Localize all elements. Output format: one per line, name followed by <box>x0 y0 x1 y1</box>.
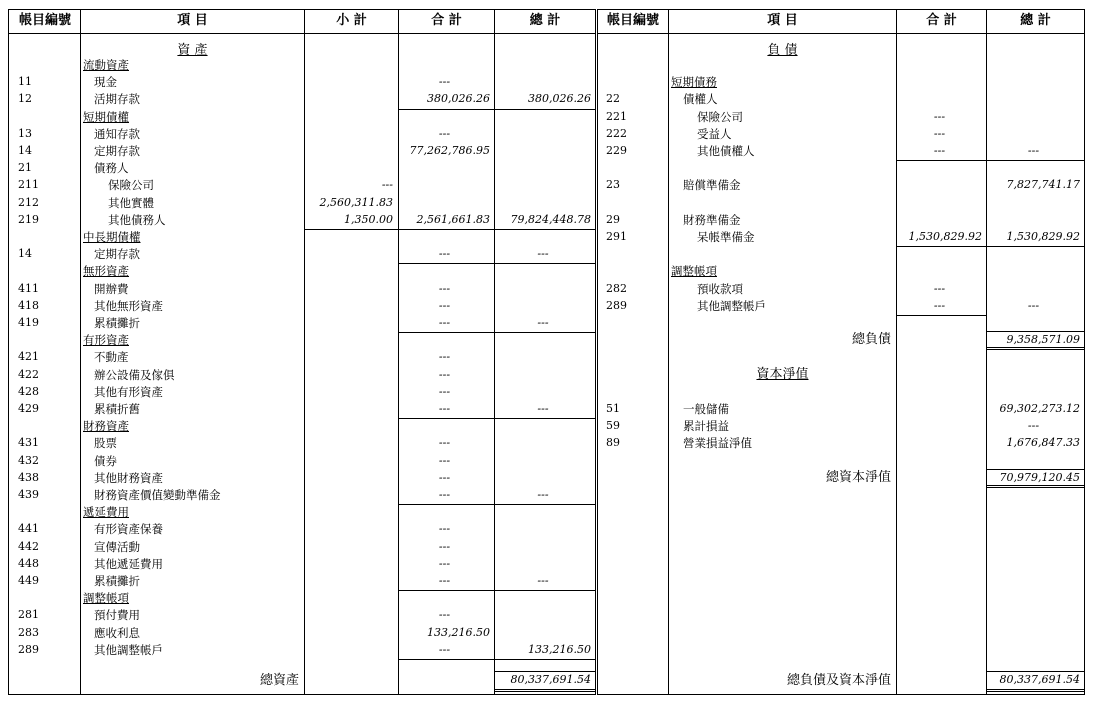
grand-total-value: 1,530,829.92 <box>1006 230 1080 243</box>
total-rule <box>987 331 1085 332</box>
total-value: 1,530,829.92 <box>908 230 982 243</box>
grand-total-value: 380,026.26 <box>528 92 591 106</box>
total-value: --- <box>438 350 451 364</box>
group-rule <box>897 315 986 316</box>
table-bottom-border-left <box>8 694 596 695</box>
column-divider-left-0 <box>8 9 9 695</box>
account-code: 289 <box>18 642 39 656</box>
account-label: 現金 <box>94 75 117 90</box>
group-rule <box>495 418 595 419</box>
account-label: 預付費用 <box>94 608 140 623</box>
account-label: 保險公司 <box>697 109 743 124</box>
account-label: 開辦費 <box>94 281 129 296</box>
grand-total-value: --- <box>537 402 549 415</box>
total-value: --- <box>438 488 451 501</box>
account-label: 其他有形資產 <box>94 384 163 399</box>
group-rule <box>305 229 398 230</box>
total-value: --- <box>438 539 451 553</box>
total-value: --- <box>438 453 451 467</box>
account-code: 14 <box>18 247 32 261</box>
header-bottom-border-left <box>8 33 596 34</box>
total-double-rule <box>987 691 1085 692</box>
total-double-rule <box>987 487 1085 488</box>
group-rule <box>399 418 494 419</box>
account-code: 29 <box>606 212 620 226</box>
header-total: 合 計 <box>431 13 462 28</box>
account-label: 累積攤折 <box>94 316 140 330</box>
total-value: --- <box>933 281 946 295</box>
column-divider-right-0 <box>668 9 669 695</box>
total-value: --- <box>438 470 451 484</box>
account-label: 通知存款 <box>94 126 140 141</box>
group-rule <box>495 504 595 505</box>
account-code: 291 <box>606 230 627 243</box>
group-rule <box>399 590 494 591</box>
section-heading: 調整帳項 <box>671 264 717 279</box>
total-value: --- <box>438 126 451 140</box>
header-item: 項 目 <box>177 13 208 28</box>
account-label: 活期存款 <box>94 92 140 107</box>
column-divider-right-2 <box>986 9 987 695</box>
total-rule <box>987 469 1085 470</box>
header-acct-no: 帳目編號 <box>18 13 71 28</box>
subtotal-value: --- <box>381 178 393 192</box>
header-right-total: 合 計 <box>926 13 957 28</box>
total-double-rule <box>495 689 595 690</box>
account-label: 定期存款 <box>94 144 140 158</box>
table-top-border-right <box>597 9 1085 10</box>
account-label: 其他遞延費用 <box>94 556 163 571</box>
group-rule <box>897 160 986 161</box>
account-label: 宣傳活動 <box>94 539 140 554</box>
total-value: --- <box>438 298 451 312</box>
total-value: --- <box>438 522 451 536</box>
header-subtotal: 小 計 <box>336 13 367 28</box>
account-label: 一般儲備 <box>683 402 729 416</box>
account-code: 222 <box>606 126 627 140</box>
grand-total-value: --- <box>537 316 549 329</box>
account-label: 其他無形資產 <box>94 298 163 313</box>
grand-total-value: --- <box>1027 419 1040 433</box>
group-rule <box>495 109 595 110</box>
account-code: 438 <box>18 470 39 484</box>
account-code: 211 <box>18 178 39 192</box>
account-code: 419 <box>18 316 39 329</box>
account-code: 22 <box>606 92 620 106</box>
account-code: 418 <box>18 298 39 312</box>
group-rule <box>495 263 595 264</box>
total-value: --- <box>438 556 451 570</box>
account-code: 289 <box>606 298 627 312</box>
group-rule <box>399 263 494 264</box>
total-value: --- <box>438 367 451 381</box>
section-heading: 流動資產 <box>83 58 129 72</box>
account-label: 保險公司 <box>108 178 154 193</box>
total-liabilities-label: 總負債 <box>851 332 891 348</box>
account-code: 283 <box>18 625 39 639</box>
total-assets-label: 總資產 <box>259 673 299 688</box>
account-code: 422 <box>18 367 39 381</box>
account-label: 營業損益淨值 <box>683 436 752 451</box>
group-rule <box>987 160 1085 161</box>
group-rule <box>399 229 494 230</box>
section-heading: 中長期債權 <box>83 230 141 244</box>
account-label: 辦公設備及傢俱 <box>94 367 175 382</box>
total-value: --- <box>438 247 451 261</box>
account-label: 累積折舊 <box>94 402 140 416</box>
account-code: 411 <box>18 281 39 295</box>
total-equity-value: 70,979,120.45 <box>999 470 1080 484</box>
total-double-rule <box>987 689 1085 690</box>
account-code: 281 <box>18 608 39 622</box>
column-divider-left-5 <box>595 9 596 695</box>
grand-total-value: 1,676,847.33 <box>1006 436 1080 450</box>
grand-total-value: --- <box>537 574 549 587</box>
total-value: 77,262,786.95 <box>409 144 490 157</box>
table-bottom-border-right <box>597 694 1085 695</box>
subtotal-value: 2,560,311.83 <box>319 195 393 209</box>
total-liabilities-equity-value: 80,337,691.54 <box>999 673 1080 686</box>
total-value: 133,216.50 <box>427 625 490 639</box>
total-rule <box>987 671 1085 672</box>
grand-total-value: --- <box>537 488 549 501</box>
account-label: 不動產 <box>94 350 129 365</box>
header-right-acct-no: 帳目編號 <box>606 13 659 28</box>
account-code: 439 <box>18 488 39 501</box>
account-label: 定期存款 <box>94 247 140 262</box>
account-label: 債務人 <box>94 161 129 176</box>
total-value: --- <box>933 109 946 123</box>
group-rule <box>399 659 494 660</box>
account-code: 14 <box>18 144 32 157</box>
group-rule <box>495 229 595 230</box>
total-value: --- <box>933 126 946 140</box>
group-rule <box>495 590 595 591</box>
grand-total-value: 79,824,448.78 <box>510 212 591 226</box>
account-code: 428 <box>18 384 39 398</box>
account-code: 431 <box>18 436 39 450</box>
account-code: 11 <box>18 75 32 89</box>
section-heading: 財務資產 <box>83 419 129 434</box>
section-heading: 遞延費用 <box>83 505 129 520</box>
total-equity-label: 總資本淨值 <box>825 469 891 485</box>
account-label: 有形資產保養 <box>94 522 163 537</box>
account-code: 212 <box>18 195 39 209</box>
table-top-border-left <box>8 9 596 10</box>
group-rule <box>987 246 1085 247</box>
total-rule <box>495 671 595 672</box>
account-label: 其他債務人 <box>108 212 166 227</box>
group-rule <box>495 332 595 333</box>
total-value: --- <box>438 75 451 89</box>
account-label: 股票 <box>94 436 117 451</box>
total-value: --- <box>438 402 451 415</box>
total-assets-value: 80,337,691.54 <box>510 673 591 686</box>
account-code: 89 <box>606 436 620 450</box>
account-label: 應收利息 <box>94 625 140 640</box>
section-heading: 調整帳項 <box>83 591 129 606</box>
account-code: 441 <box>18 522 39 536</box>
account-code: 449 <box>18 574 39 587</box>
header-bottom-border-right <box>597 33 1085 34</box>
account-label: 債權人 <box>683 92 718 107</box>
subtotal-value: 1,350.00 <box>344 212 393 226</box>
header-right-grand-total: 總 計 <box>1020 13 1051 28</box>
total-value: --- <box>438 384 451 398</box>
group-rule <box>399 504 494 505</box>
section-heading: 無形資產 <box>83 264 129 279</box>
group-rule <box>495 659 595 660</box>
account-code: 219 <box>18 212 39 226</box>
total-value: --- <box>438 436 451 450</box>
account-label: 財務準備金 <box>683 212 741 227</box>
account-code: 442 <box>18 539 39 553</box>
account-label: 賠償準備金 <box>683 178 741 193</box>
account-label: 債券 <box>94 453 117 468</box>
total-value: --- <box>438 608 451 622</box>
account-label: 累計損益 <box>683 419 729 434</box>
account-label: 其他財務資產 <box>94 470 163 485</box>
column-divider-double <box>597 9 598 695</box>
equity-title: 資本淨值 <box>756 366 809 382</box>
section-heading: 短期債務 <box>671 75 717 90</box>
account-code: 13 <box>18 126 32 140</box>
account-code: 221 <box>606 109 627 123</box>
account-label: 其他調整帳戶 <box>697 298 766 313</box>
account-code: 51 <box>606 402 620 415</box>
account-label: 呆帳準備金 <box>697 230 755 244</box>
column-divider-left-2 <box>304 9 305 695</box>
account-code: 23 <box>606 178 620 192</box>
total-liabilities-equity-label: 總負債及資本淨值 <box>786 673 891 688</box>
section-heading: 有形資產 <box>83 333 129 348</box>
column-divider-left-1 <box>80 9 81 695</box>
account-label: 受益人 <box>697 126 732 141</box>
total-double-rule <box>987 349 1085 350</box>
account-label: 累積攤折 <box>94 574 140 588</box>
account-code: 432 <box>18 453 39 467</box>
total-double-rule <box>495 691 595 692</box>
total-liabilities-value: 9,358,571.09 <box>1006 333 1080 347</box>
account-code: 229 <box>606 144 627 157</box>
group-rule <box>399 332 494 333</box>
account-label: 財務資產價值變動準備金 <box>94 488 221 502</box>
grand-total-value: 133,216.50 <box>528 642 591 656</box>
total-value: --- <box>438 574 451 587</box>
grand-total-value: --- <box>1027 298 1040 312</box>
account-code: 429 <box>18 402 39 415</box>
total-value: --- <box>933 144 946 157</box>
total-value: 2,561,661.83 <box>416 212 490 226</box>
total-value: 380,026.26 <box>427 92 490 106</box>
account-code: 12 <box>18 92 32 106</box>
grand-total-value: 69,302,273.12 <box>999 402 1080 415</box>
total-double-rule <box>987 347 1085 348</box>
total-value: --- <box>438 281 451 295</box>
account-label: 其他調整帳戶 <box>94 642 163 657</box>
account-code: 59 <box>606 419 620 433</box>
account-code: 421 <box>18 350 39 364</box>
grand-total-value: 7,827,741.17 <box>1006 178 1080 192</box>
column-divider-right-3 <box>1084 9 1085 695</box>
total-double-rule <box>987 485 1085 486</box>
group-rule <box>897 246 986 247</box>
column-divider-left-4 <box>494 9 495 695</box>
account-code: 448 <box>18 556 39 570</box>
header-grand-total: 總 計 <box>529 13 561 28</box>
section-heading: 短期債權 <box>83 109 129 124</box>
account-code: 282 <box>606 281 627 295</box>
total-value: --- <box>438 316 451 329</box>
liabilities-title: 負 債 <box>767 43 798 58</box>
account-label: 預收款項 <box>697 281 743 296</box>
total-value: --- <box>438 642 451 656</box>
grand-total-value: --- <box>1027 144 1040 157</box>
total-value: --- <box>933 298 946 312</box>
account-code: 21 <box>18 161 32 175</box>
account-label: 其他債權人 <box>697 144 755 158</box>
grand-total-value: --- <box>537 247 549 261</box>
header-right-item: 項 目 <box>767 13 798 28</box>
group-rule <box>399 109 494 110</box>
assets-title: 資 產 <box>177 43 208 58</box>
account-label: 其他實體 <box>108 195 154 210</box>
